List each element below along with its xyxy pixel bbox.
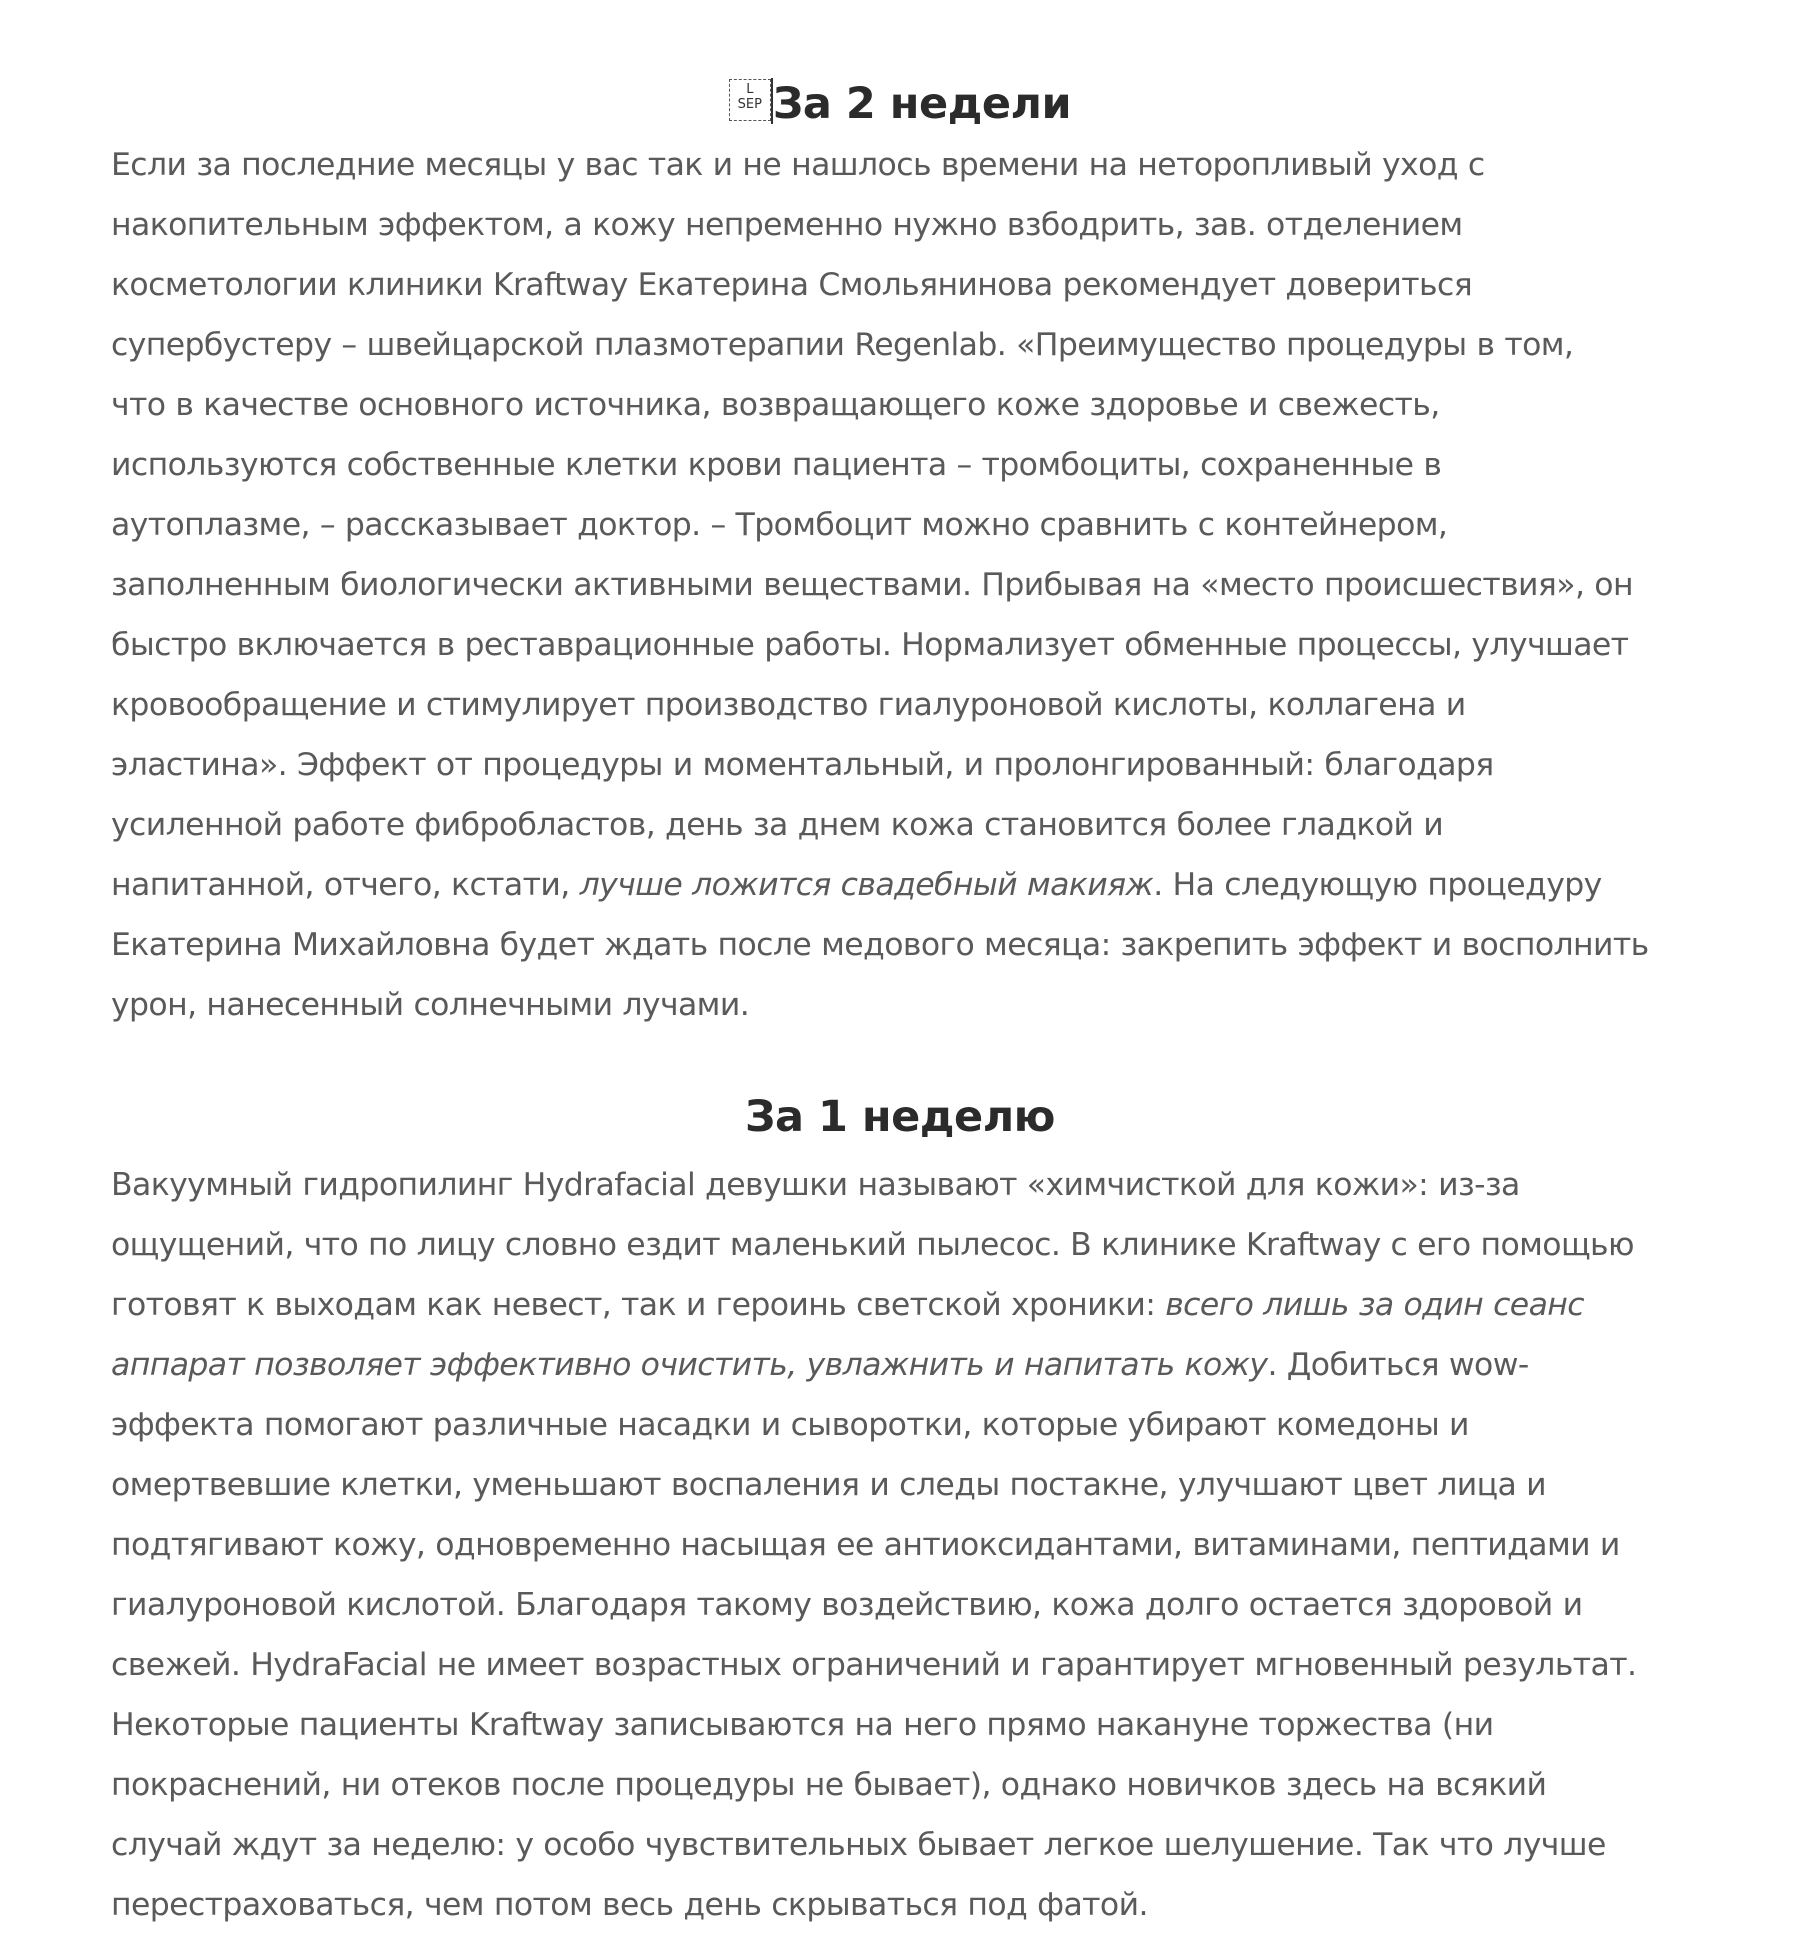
text-line: супербустеру – швейцарской плазмотерапии Regenlab. «Преимущество процедуры в том, — [111, 327, 1574, 363]
text-line: эластина». Эффект от процедуры и моментальный, и пролонгированный: благодаря — [111, 747, 1494, 783]
text-line: Вакуумный гидропилинг Hydrafacial девушки называют «химчисткой для кожи»: из-за — [111, 1167, 1520, 1203]
text-line: урон, нанесенный солнечными лучами. — [111, 987, 750, 1023]
text-line: свежей. HydraFacial не имеет возрастных ограничений и гарантирует мгновенный результат. — [111, 1647, 1637, 1683]
section-heading-1-week: За 1 неделю — [745, 1091, 1055, 1142]
text-line: аутоплазме, – рассказывает доктор. – Тромбоцит можно сравнить с контейнером, — [111, 507, 1448, 543]
text-line — [111, 1335, 1701, 1395]
paragraph-2-weeks — [111, 135, 1701, 1035]
text-line: эффекта помогают различные насадки и сыворотки, которые убирают комедоны и — [111, 1407, 1469, 1443]
section-heading-text: За 2 недели — [772, 78, 1072, 129]
text-line: случай ждут за неделю: у особо чувствительных бывает легкое шелушение. Так что лучше — [111, 1827, 1606, 1863]
text-line: кровообращение и стимулирует производство гиалуроновой кислоты, коллагена и — [111, 687, 1466, 723]
text-fragment: напитанной, отчего, кстати, — [111, 867, 580, 903]
paragraph-1-week — [111, 1155, 1701, 1935]
text-line: Если за последние месяцы у вас так и не нашлось времени на неторопливый уход с — [111, 147, 1485, 183]
text-line: подтягивают кожу, одновременно насыщая ее антиоксидантами, витаминами, пептидами и — [111, 1527, 1620, 1563]
text-line: используются собственные клетки крови пациента – тромбоциты, сохраненные в — [111, 447, 1442, 483]
line-separator-marker: L SEP — [729, 79, 771, 121]
text-line: Екатерина Михайловна будет ждать после медового месяца: закрепить эффект и восполнить — [111, 927, 1649, 963]
text-line: покраснений, ни отеков после процедуры не бывает), однако новичков здесь на всякий — [111, 1767, 1547, 1803]
text-line: ощущений, что по лицу словно ездит маленький пылесос. В клинике Kraftway с его помощью — [111, 1227, 1634, 1263]
text-line: накопительным эффектом, а кожу непременно нужно взбодрить, зав. отделением — [111, 207, 1463, 243]
text-fragment: готовят к выходам как невест, так и героинь светской хроники: — [111, 1287, 1166, 1323]
text-line: косметологии клиники Kraftway Екатерина Смольянинова рекомендует довериться — [111, 267, 1473, 303]
text-fragment: . Добиться wow- — [1267, 1347, 1529, 1383]
text-line: перестраховаться, чем потом весь день скрываться под фатой. — [111, 1887, 1148, 1923]
text-line: заполненным биологически активными веществами. Прибывая на «место происшествия», он — [111, 567, 1633, 603]
section-heading-2-weeks — [0, 78, 1800, 130]
text-line — [111, 855, 1701, 915]
text-line: Некоторые пациенты Kraftway записываются на него прямо накануне торжества (ни — [111, 1707, 1494, 1743]
text-line: гиалуроновой кислотой. Благодаря такому воздействию, кожа долго остается здоровой и — [111, 1587, 1583, 1623]
text-line: усиленной работе фибробластов, день за днем кожа становится более гладкой и — [111, 807, 1444, 843]
text-line: омертвевшие клетки, уменьшают воспаления и следы постакне, улучшают цвет лица и — [111, 1467, 1546, 1503]
italic-phrase: всего лишь за один сеанс — [1165, 1287, 1585, 1323]
italic-phrase: аппарат позволяет эффективно очистить, увлажнить и напитать кожу — [111, 1347, 1268, 1383]
text-line: что в качестве основного источника, возвращающего коже здоровье и свежесть, — [111, 387, 1440, 423]
text-line — [111, 1275, 1701, 1335]
italic-phrase: лучше ложится свадебный макияж — [579, 867, 1154, 903]
text-fragment: . На следующую процедуру — [1153, 867, 1602, 903]
text-line: быстро включается в реставрационные работы. Нормализует обменные процессы, улучшает — [111, 627, 1629, 663]
